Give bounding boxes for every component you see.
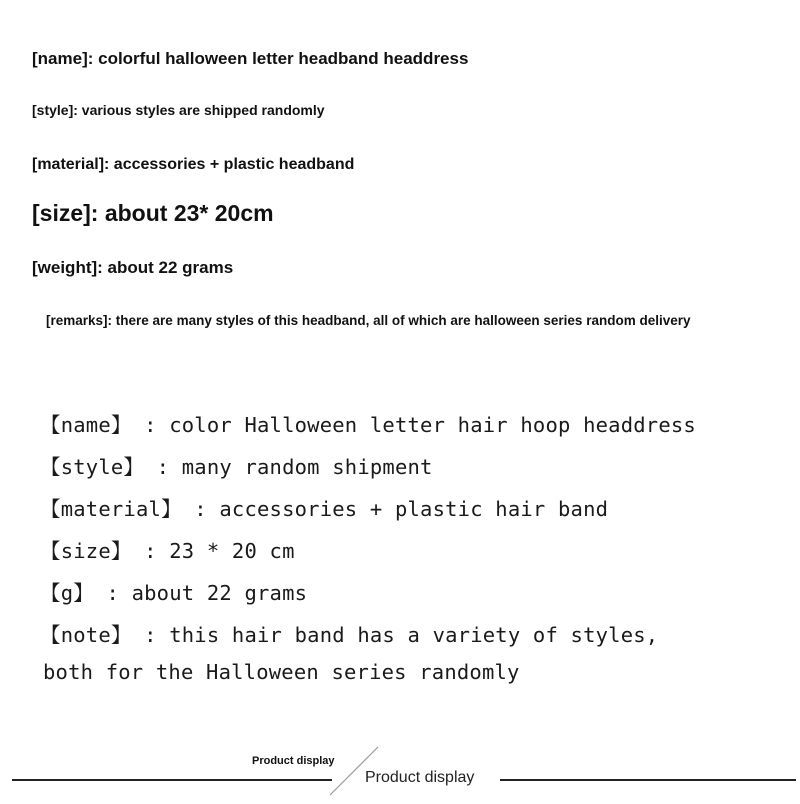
translated-material-line: 【material】 : accessories + plastic hair band [40,497,609,521]
translated-name-line: 【name】 : color Halloween letter hair hoop headdress [40,413,696,437]
footer-divider-right [500,779,796,781]
spec-material-line: [material]: accessories + plastic headband [32,156,355,173]
translated-note-line: 【note】 : this hair band has a variety of styles, [40,623,659,647]
translated-weight-line: 【g】 : about 22 grams [40,581,308,605]
spec-name-line: [name]: colorful halloween letter headband headdress [32,49,469,68]
spec-size-line: [size]: about 23* 20cm [32,200,274,226]
footer-divider-left [12,779,332,781]
footer-main-label: Product display [365,769,475,786]
spec-style-line: [style]: various styles are shipped randomly [32,102,325,118]
footer-small-label: Product display [252,755,335,767]
spec-remarks-line: [remarks]: there are many styles of this headband, all of which are halloween series random delivery [46,313,691,328]
spec-weight-line: [weight]: about 22 grams [32,258,234,277]
translated-note-continued-line: both for the Halloween series randomly [43,660,520,684]
translated-style-line: 【style】 : many random shipment [40,455,433,479]
translated-size-line: 【size】 : 23 * 20 cm [40,539,295,563]
